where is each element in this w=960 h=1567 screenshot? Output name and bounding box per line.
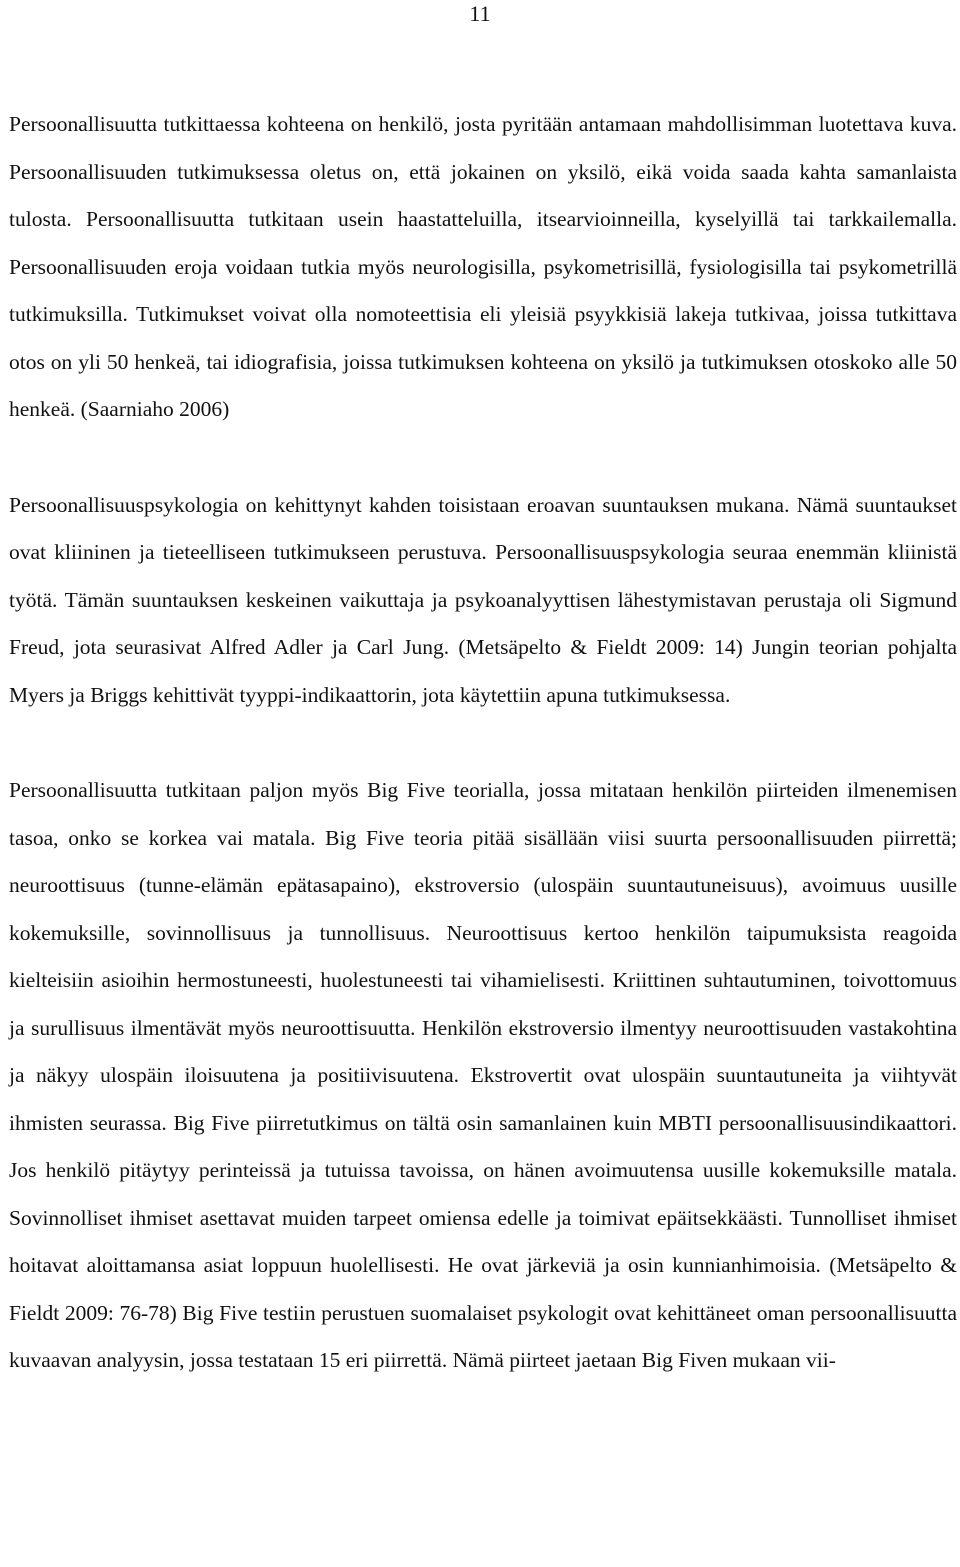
document-body bbox=[9, 101, 957, 1385]
paragraph: Persoonallisuuspsykologia on kehittynyt kahden toisistaan eroavan suuntauksen mukana. Nämä suuntaukset ovat kliininen ja tieteelliseen tutkimukseen perustuva. Persoonallisuuspsykologia seuraa enemmän kliinistä työtä. Tämän suuntauksen keskeinen vaikuttaja ja psykoanalyyttisen lähestymistavan perustaja oli Sigmund Freud, jota seurasivat Alfred Adler ja Carl Jung. (Metsäpelto & Fieldt 2009: 14) Jungin teorian pohjalta Myers ja Briggs kehittivät tyyppi-indikaattorin, jota käytettiin apuna tutkimuksessa. bbox=[9, 492, 957, 707]
paragraph: Persoonallisuutta tutkitaan paljon myös Big Five teorialla, jossa mitataan henkilön piirteiden ilmenemisen tasoa, onko se korkea vai matala. Big Five teoria pitää sisällään viisi suurta persoonallisuuden piirrettä; neuroottisuus (tunne-elämän epätasapaino), ekstroversio (ulospäin suuntautuneisuus), avoimuus uusille kokemuksille, sovinnollisuus ja tunnollisuus. Neuroottisuus kertoo henkilön taipumuksista reagoida kielteisiin asioihin hermostuneesti, huolestuneesti tai vihamielisesti. Kriittinen suhtautuminen, toivottomuus ja surullisuus ilmentävät myös neuroottisuutta. Henkilön ekstroversio ilmentyy neuroottisuuden vastakohtina ja näkyy ulospäin iloisuutena ja positiivisuutena. Ekstrovertit ovat ulospäin suuntautuneita ja viihtyvät ihmisten seurassa. Big Five piirretutkimus on tältä osin samanlainen kuin MBTI persoonallisuusindikaattori. Jos henkilö pitäytyy perinteissä ja tutuissa tavoissa, on hänen avoimuutensa uusille kokemuksille matala. Sovinnolliset ihmiset asettavat muiden tarpeet omiensa edelle ja toimivat epäitsekkäästi. Tunnolliset ihmiset hoitavat aloittamansa asiat loppuun huolellisesti. He ovat järkeviä ja osin kunnianhimoisia. (Metsäpelto & Fieldt 2009: 76-78) Big Five testiin perustuen suomalaiset psykologit ovat kehittäneet oman persoonallisuutta kuvaavan analyysin, jossa testataan 15 eri piirrettä. Nämä piirteet jaetaan Big Fiven mukaan vii- bbox=[9, 778, 957, 1372]
page-number: 11 bbox=[469, 1, 491, 26]
paragraph: Persoonallisuutta tutkittaessa kohteena on henkilö, josta pyritään antamaan mahdollisimman luotettava kuva. Persoonallisuuden tutkimuksessa oletus on, että jokainen on yksilö, eikä voida saada kahta samanlaista tulosta. Persoonallisuutta tutkitaan usein haastatteluilla, itsearvioinneilla, kyselyillä tai tarkkailemalla. Persoonallisuuden eroja voidaan tutkia myös neurologisilla, psykometrisillä, fysiologisilla tai psykometrillä tutkimuksilla. Tutkimukset voivat olla nomoteettisia eli yleisiä psyykkisiä lakeja tutkivaa, joissa tutkittava otos on yli 50 henkeä, tai idiografisia, joissa tutkimuksen kohteena on yksilö ja tutkimuksen otoskoko alle 50 henkeä. (Saarniaho 2006) bbox=[9, 112, 957, 421]
